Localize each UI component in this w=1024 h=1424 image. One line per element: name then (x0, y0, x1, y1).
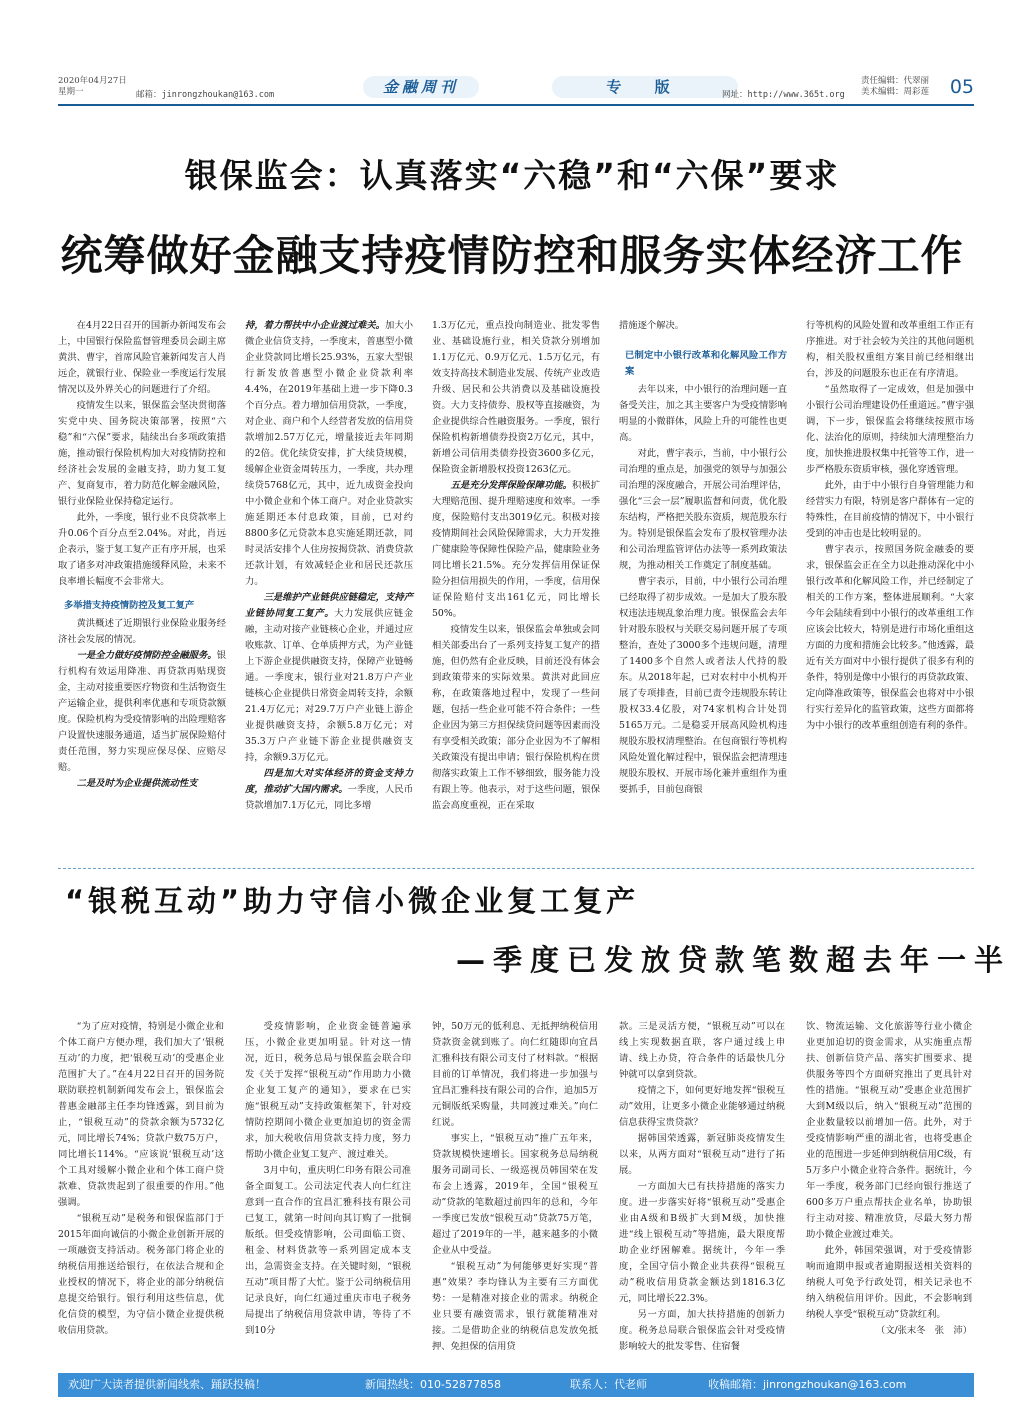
issue-date-block (58, 76, 127, 98)
header-website: 网址：http://www.365t.org (722, 90, 845, 100)
paragraph: 疫情发生以来，银保监会坚决贯彻落实党中央、国务院决策部署，按照“六稳”和“六保”要求，陆续出台多项政策措施，推动银行保险机构加大对疫情防控和经济社会发展的金融支持，助力复工复产、复商复市，着力防范化解金融风险，银行业保险业保持稳定运行。 (58, 400, 226, 507)
editor-credits (861, 76, 929, 98)
article2-title: “银税互动”助力守信小微企业复工复产 (65, 884, 640, 918)
header-rule (58, 104, 974, 106)
page-number: 05 (949, 76, 974, 98)
paragraph: 措施逐个解决。 (619, 320, 685, 331)
paragraph: 此外，一季度，银行业不良贷款率上升0.06个百分点至2.04%。对此，肖远企表示，鉴于复工复产正有序开展，也采取了诸多对冲政策措施缓释风险，未来不良率增长幅度不会非常大。 (58, 512, 226, 587)
paragraph: “为了应对疫情，特别是小微企业和个体工商户方便办理，我们加大了‘银税互动’的力度，把‘银税互动’的受惠企业范围扩大了。”在4月22日召开的国务院联防联控机制新闻发布会上，银保监会普惠金融部主任李均锋透露，到目前为止，“银税互动”的贷款余额为5732亿元，同比增长74%；贷款户数75万户，同比增长114%。“应该说‘银税互动’这个工具对缓解小微企业和个体工商户贷款难、贷款贵起到了很重要的作用。”他强调。 (58, 1021, 224, 1208)
masthead-logo: 金融周刊 (363, 76, 479, 98)
art-editor-name: 美术编辑：周彩莲 (861, 87, 930, 97)
paragraph: 曹宇表示，目前，中小银行公司治理已经取得了初步成效。一是加大了股东股权违法违规乱象治理力度。银保监会去年针对股东股权与关联交易问题开展了专项整治，查处了3000多个违规问题，清理了1400多个自然人或者法人代持的股东。从2018年起，已对农村中小机构开展了专项排查，目前已责令违规股东转让股权33.4亿股，对74家机构合计处罚5165万元。二是稳妥开展高风险机构违规股东股权清理整治。在包商银行等机构风险处置化解过程中，银保监会把清理违规股东股权、开展市场化兼并重组作为重要抓手，目前包商银 (619, 576, 787, 795)
paragraph (245, 318, 413, 590)
issue-weekday: 星期一 (58, 87, 84, 97)
paragraph: 事实上，“银税互动”推广五年来，贷款规模快速增长。国家税务总局纳税服务司副司长、一级巡视员韩国荣在发布会上透露，2019年，全国“银税互动”贷款的笔数超过前四年的总和，今年一季度已发放“银税互动”贷款75万笔，超过了2019年的一半，越来越多的小微企业从中受益。 (432, 1133, 598, 1256)
article1-column-3 (432, 318, 600, 814)
footer-hotline: 新闻热线：010-52877858 (365, 1378, 501, 1391)
paragraph-text: 积极扩大理赔范围、提升理赔速度和效率。一季度，保险赔付支出3019亿元。积极对接疫情期间社会风险保障需求，大力开发推广健康险等保障性保险产品，健康险业务同比增长21.5%。充分发挥信用保证保险分担信用损失的作用，一季度，信用保证保险赔付支出161亿元，同比增长50%。 (432, 480, 600, 619)
article2-column-1 (58, 1019, 224, 1339)
paragraph: “虽然取得了一定成效，但是加强中小银行公司治理建设仍任重道远。”曹宇强调，下一步，银保监会将继续按照市场化、法治化的原则，持续加大清理整治力度，加快推进股权集中托管等工作，进一步严格股东资质审核，强化穿透管理。 (806, 384, 974, 475)
article2-column-4 (619, 1019, 785, 1355)
paragraph: 钟，50万元的低利息、无抵押纳税信用贷款资金就到账了。向仁红随即向宜昌汇雅科技有限公司支付了材料款。“根据目前的订单情况，我们将进一步加强与宜昌汇雅科技有限公司的合作，追加5万元铜版纸采购量，共同渡过难关。”向仁红说。 (432, 1021, 598, 1128)
article1-column-1 (58, 318, 226, 792)
lead-in: 四是加大对实体经济的资金支持力度，推动扩大国内需求。 (245, 768, 413, 795)
paragraph-text: 银行机构有效运用降准、再贷款再贴现资金，主动对接重要医疗物资和生活物资生产运输企业，提供利率优惠和专项贷款额度。保险机构为受疫情影响的出险理赔客户设置快速服务通道，适当扩展保险赔付责任范围，努力实现应保尽保、应赔尽赔。 (58, 650, 226, 773)
article2-column-2 (245, 1019, 411, 1339)
paragraph: 款。三是灵活方便，“银税互动”可以在线上实现数据直联，客户通过线上申请、线上办贷，符合条件的话最快几分钟就可以拿到贷款。 (619, 1021, 785, 1080)
paragraph: 在4月22日召开的国新办新闻发布会上，中国银行保险监督管理委员会副主席黄洪、曹宇，首席风险官兼新闻发言人肖远企，就银行业、保险业一季度运行发展情况以及外界关心的问题进行了介绍。 (58, 320, 226, 395)
paragraph: 疫情之下，如何更好地发挥“银税互动”效用，让更多小微企业能够通过纳税信息获得宝贵贷款？ (619, 1085, 785, 1128)
article1-kicker: 银保监会：认真落实“六稳”和“六保”要求 (184, 156, 840, 195)
paragraph: 曹宇表示，按照国务院金融委的要求，银保监会正在全力以赴推动深化中小银行改革和化解风险工作，并已经制定了相关的工作方案，整体进展顺利。“大家今年会陆续看到中小银行的改革重组工作应该会比较大，特别是进行市场化重组这方面的力度和措施会比较多。”他透露，最近有关方面对中小银行提供了很多有利的条件，特别是像中小银行的再贷款政策、定向降准政策等，银保监会也将对中小银行实行差异化的监管政策，这些方面都将为中小银行的改革重组创造有利的条件。 (806, 544, 974, 731)
paragraph: 据韩国荣透露，新冠肺炎疫情发生以来，从两方面对“银税互动”进行了拓展。 (619, 1133, 785, 1176)
paragraph: 饮、物流运输、文化旅游等行业小微企业更加迫切的资金需求，从实施重点帮扶、创新信贷产品、落实扩围要求、提供服务等四个方面研究推出了更具针对性的措施。“银税互动”受惠企业范围扩大到M级以后，纳入“银税互动”范围的企业数量较以前增加一倍。此外，对于受疫情影响严重的湖北省，也将受惠企业的范围进一步延伸到纳税信用C级，有5万多户小微企业符合条件。据统计，今年一季度，税务部门已经向银行推送了600多万户重点帮扶企业名单，协助银行主动对接、精准放贷，尽最大努力帮助小微企业渡过难关。 (806, 1021, 972, 1240)
paragraph-text: 大力发展供应链金融，主动对接产业链核心企业，并通过应收账款、订单、仓单质押方式，为产业链上下游企业提供融资支持，保障产业链畅通。一季度末，银行业对21.8万户产业链核心企业提供日常资金周转支持，余额21.4万亿元；对29.7万户产业链上游企业提供融资支持，余额5.8万亿元；对35.3万户产业链下游企业提供融资支持，余额9.3万亿元。 (245, 608, 413, 763)
article2-body (58, 1019, 974, 1352)
article1-column-2 (245, 318, 413, 814)
subheading: 已制定中小银行改革和化解风险工作方案 (625, 350, 787, 377)
footer-email: 收稿邮箱：jinrongzhoukan@163.com (708, 1378, 907, 1391)
paragraph: 行等机构的风险处置和改革重组工作正有序推进。对于社会较为关注的其他问题机构，相关股权重组方案目前已经相继出台，涉及的问题股东也正在有序清退。 (806, 320, 974, 379)
paragraph (58, 648, 226, 776)
paragraph: 受疫情影响，企业资金链普遍承压，小微企业更加明显。针对这一情况，近日，税务总局与银保监会联合印发《关于发挥“银税互动”作用助力小微企业复工复产的通知》，要求在已实施“银税互动”支持政策框架下，针对疫情防控期间小微企业更加迫切的资金需求，加大税收信用贷款支持力度，努力帮助小微企业复工复产、渡过难关。 (245, 1021, 411, 1160)
paragraph: 去年以来，中小银行的治理问题一直备受关注，加之其主要客户为受疫情影响明显的小微群体，风险上升的可能性也更高。 (619, 384, 787, 443)
article2-subtitle: —季度已发放贷款笔数超去年一半 (456, 943, 1012, 977)
lead-in: 五是充分发挥保险保障功能。 (450, 480, 573, 491)
lead-in: 持，着力帮扶中小企业渡过难关。 (245, 320, 386, 331)
paragraph: 另一方面，加大扶持措施的创新力度。税务总局联合银保监会针对受疫情影响较大的批发零售、住宿餐 (619, 1309, 785, 1352)
paragraph-text: 加大小微企业信贷支持，一季度末，普惠型小微企业贷款同比增长25.93%，五家大型银行新发放普惠型小微企业贷款利率4.4%，在2019年基础上进一步下降0.3个百分点。着力增加信用贷款，一季度，对企业、商户和个人经营者发放的信用贷款增加2.57万亿元，增量接近去年同期的2倍。优化续贷安排，扩大续贷规模，缓解企业资金周转压力，一季度，共办理续贷5768亿元，其中，近九成资金投向中小微企业和个体工商户。对企业贷款实施延期还本付息政策，目前，已对约8800多亿元贷款本息实施延期还款，同时灵活安排个人住房按揭贷款、消费贷款还款计划，有效减轻企业和居民还款压力。 (245, 320, 413, 587)
paragraph-text: 一季度，人民币贷款增加7.1万亿元，同比多增 (245, 784, 413, 811)
paragraph: 3月中旬，重庆明仁印务有限公司准备全面复工。公司法定代表人向仁红注意到一直合作的宜昌汇雅科技有限公司已复工，就第一时间向其订购了一批铜版纸。但受疫情影响，公司面临工资、租金、材料货款等一系列固定成本支出，急需资金支持。在关键时刻，“银税互动”项目帮了大忙。鉴于公司纳税信用记录良好，向仁红通过重庆市电子税务局提出了纳税信用贷款申请，等待了不到10分 (245, 1165, 411, 1336)
article1-column-5 (806, 318, 974, 734)
paragraph: “银税互动”为何能够更好实现“普惠”效果？李均锋认为主要有三方面优势：一是精准对接企业的需求。纳税企业只要有融资需求，银行就能精准对接。二是借助企业的纳税信息发放免抵押、免担保的信用贷 (432, 1261, 598, 1352)
footer-contact: 联系人：代老师 (570, 1378, 647, 1391)
paragraph: “银税互动”是税务和银保监部门于2015年面向诚信的小微企业创新开展的一项融资支持活动。税务部门将企业的纳税信用推送给银行，在依法合规和企业授权的情况下，将企业的部分纳税信息提交给银行。银行利用这些信息，优化信贷的模型，为守信小微企业提供税收信用贷款。 (58, 1213, 224, 1336)
subheading: 多举措支持疫情防控及复工复产 (64, 600, 195, 611)
paragraph (245, 766, 413, 814)
section-label: 专 版 (552, 76, 738, 98)
header-email: 邮箱：jinrongzhoukan@163.com (136, 90, 275, 100)
paragraph: 一方面加大已有扶持措施的落实力度。进一步落实好将“银税互动”受惠企业由A级和B级扩大到M级，加快推进“线上银税互动”等措施，最大限度帮助企业纾困解难。据统计，今年一季度，全国守信小微企业共获得“银税互动”税收信用贷款金额达到1816.3亿元，同比增长22.3%。 (619, 1181, 785, 1304)
lead-in: 一是全力做好疫情防控金融服务。 (76, 650, 217, 661)
page-header (58, 76, 974, 106)
article1-column-4 (619, 318, 787, 798)
article-divider (58, 868, 974, 869)
article1-title: 统筹做好金融支持疫情防控和服务实体经济工作 (60, 231, 964, 280)
paragraph: 黄洪概述了近期银行业保险业服务经济社会发展的情况。 (58, 618, 226, 645)
article2-column-3 (432, 1019, 598, 1355)
footer-banner (58, 1373, 974, 1397)
article1-body (58, 318, 974, 853)
paragraph: 1.3万亿元，重点投向制造业、批发零售业、基础设施行业，相关贷款分别增加1.1万亿元、0.9万亿元、1.5万亿元，有效支持高技术制造业发展、传统产业改造升级、居民和公共消费以及基础设施投资。大力支持债券、股权等直接融资，为企业提供综合性融资服务。一季度，银行保险机构新增债券投资2万亿元，其中，新增公司信用类债券投资3600多亿元，保险资金新增股权投资1263亿元。 (432, 320, 600, 475)
paragraph (58, 776, 226, 792)
editor-name: 责任编辑：代翠丽 (861, 76, 930, 86)
article2-column-5 (806, 1019, 972, 1339)
byline: （文/张末冬 张 沛） (875, 1325, 972, 1336)
issue-date: 2020年04月27日 (58, 76, 127, 86)
paragraph: 此外，韩国荣强调，对于受疫情影响而逾期申报或者逾期报送相关资料的纳税人可免予行政处罚，相关记录也不纳入纳税信用评价。因此，不会影响到纳税人享受“银税互动”贷款红利。 (806, 1245, 972, 1320)
lead-in: 二是及时为企业提供流动性支 (76, 778, 198, 789)
paragraph (245, 590, 413, 766)
paragraph: 疫情发生以来，银保监会单独或会同相关部委出台了一系列支持复工复产的措施，但仍然有企业反映，目前还没有体会到政策带来的实际效果。黄洪对此回应称，在政策落地过程中，发现了一些问题，包括一些企业可能不符合条件；一些企业因为第三方担保续贷问题等因素而没有享受相关政策；部分企业因为不了解相关政策没有提出申请；银行保险机构在贯彻落实政策上工作不够细致，服务能力没有跟上等。他表示，对于这些问题，银保监会高度重视，正在采取 (432, 624, 600, 811)
paragraph: 对此，曹宇表示，当前，中小银行公司治理的重点是，加强党的领导与加强公司治理的深度融合，开展公司治理评估，强化“三会一层”履职监督和问责，优化股东结构，严格把关股东资质，规范股东行为。特别是银保监会发布了股权管理办法和公司治理监管评估办法等一系列政策法规，为推动相关工作奠定了制度基础。 (619, 448, 787, 571)
lead-in: 三是维护产业链供应链稳定，支持产业链协同复工复产。 (245, 592, 413, 619)
paragraph: 此外，由于中小银行自身管理能力和经营实力有限，特别是客户群体有一定的特殊性，在目前疫情的情况下，中小银行受到的冲击也是比较明显的。 (806, 480, 974, 539)
footer-slogan: 欢迎广大读者提供新闻线索、踊跃投稿！ (68, 1378, 266, 1391)
paragraph (432, 478, 600, 622)
